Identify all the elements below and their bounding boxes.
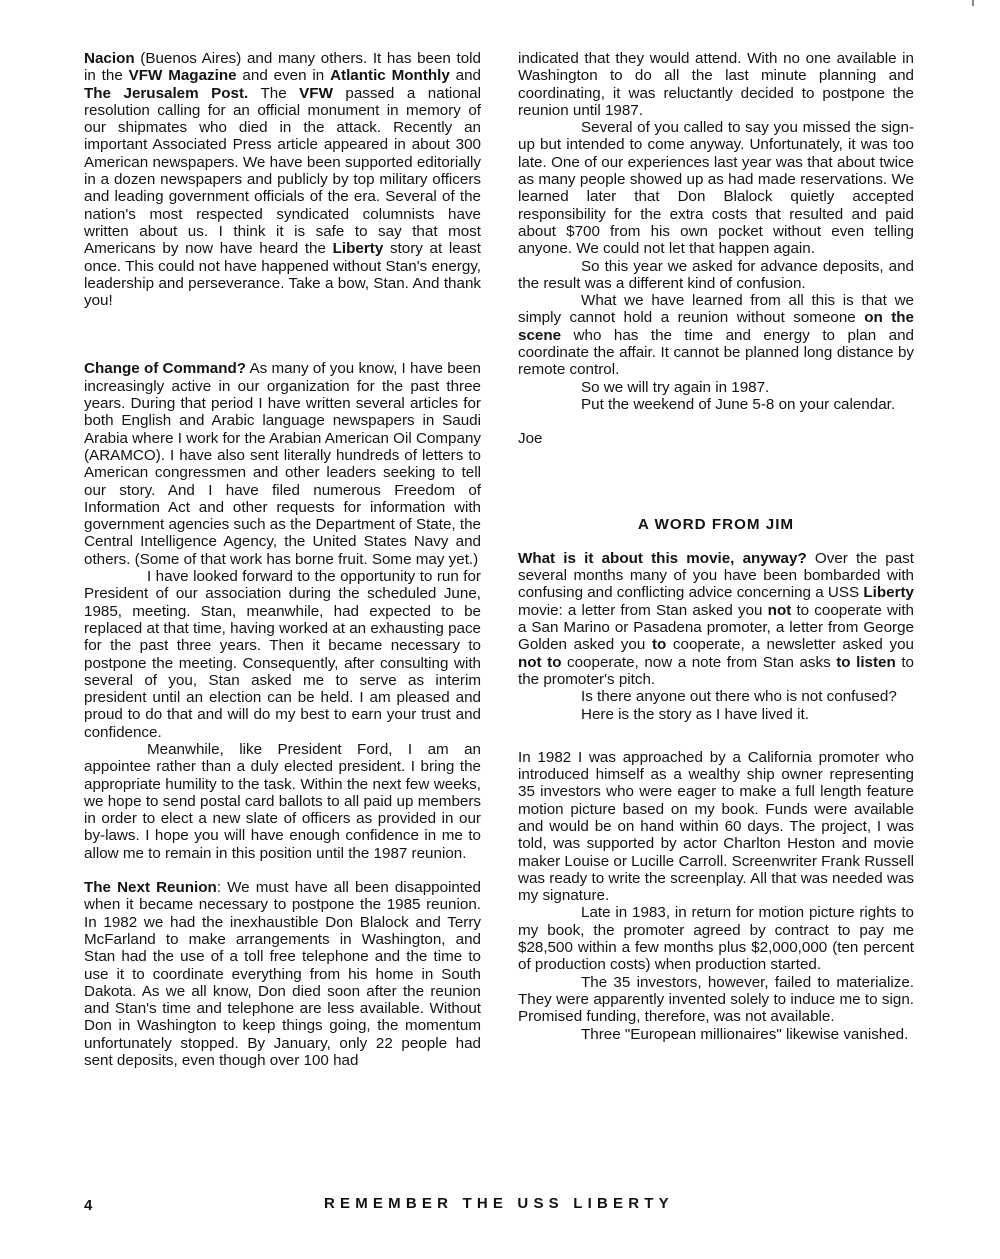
paragraph-sign-up-missed: Several of you called to say you missed the sign-up but intended to come anyway. Unfortunately, it was too late. One of our experiences last year was that about twice as many people showed up as had made reservations. We learned later that Don Blalock quietly accepted responsibility for the extra costs that resulted and paid about $700 from his own pocket without even telling anyone. We could not let that happen again. (518, 119, 914, 258)
paragraph-investors: The 35 investors, however, failed to materialize. They were apparently invented solely to induce me to sign. Promised funding, therefore, was not available. (518, 973, 914, 1026)
paragraph-interim-president: Meanwhile, like President Ford, I am an appointee rather than a duly elected president. I bring the appropriate humility to the task. Within the next few weeks, we hope to send postal card ballots to all paid up members in order to elect a new slate of officers as provided in our by-laws. I hope you will have enough confidence in me to allow me to remain in this position until the 1987 reunion. (84, 740, 481, 862)
paragraph-liberty-coverage: Nacion (Buenos Aires) and many others. It has been told in the VFW Magazine and even in Atlantic Monthly and The Jerusalem Post. The VFW passed a national resolution calling for an official monument in memory of our shipmates who died in the attack. Recently an important Associated Press article appeared in about 300 American newspapers. We have been supported editorially in a dozen newspapers and publicly by top military officers and leading government officials of the era. Several of the nation's most respected syndicated columnists have written about us. I think it is safe to say that most Americans by now have heard the Liberty story at least once. This could not have happened without Stan's energy, leadership and perseverance. Take a bow, Stan. And thank you! (84, 50, 482, 310)
left-column (84, 50, 481, 1069)
paragraph-movie-question: What is it about this movie, anyway? Over the past several months many of you have been bombarded with confusing and conflicting advice concerning a USS Liberty movie: a letter from Stan asked you not to cooperate with a San Marino or Pasadena promoter, a letter from George Golden asked you to cooperate, a newsletter asked you not to cooperate, now a note from Stan asks to listen to the promoter's pitch. (518, 549, 914, 688)
paragraph-lessons-learned: What we have learned from all this is that we simply cannot hold a reunion without someone on the scene who has the time and energy to plan and coordinate the affair. It cannot be planned long distance by remote control. (518, 292, 914, 379)
paragraph-next-reunion: The Next Reunion: We must have all been disappointed when it became necessary to postpone the 1985 reunion. In 1982 we had the inexhaustible Don Blalock and Terry McFarland to make arrangements in Washington, and Stan had the use of a toll free telephone and the time to use it to coordinate everything from his home in South Dakota. As we all know, Don died soon after the reunion and Stan's time and telephone are less available. Without Don in Washington to keep things going, the momentum unfortunately stopped. By January, only 22 people had sent deposits, even though over 100 had (84, 879, 481, 1070)
paragraph-advance-deposits: So this year we asked for advance deposits, and the result was a different kind of confusion. (518, 257, 914, 292)
footer-title: REMEMBER THE USS LIBERTY (324, 1195, 674, 1212)
paragraph-millionaires: Three "European millionaires" likewise vanished. (581, 1025, 909, 1043)
paragraph-change-of-command: Change of Command? As many of you know, I have been increasingly active in our organization for the past three years. During that period I have written several articles for both English and Arabic language newspapers in Saudi Arabia where I work for the Arabian American Oil Company (ARAMCO). I have also sent literally hundreds of letters to American congressmen and other leaders seeking to tell our story. And I have filed numerous Freedom of Information Act and other requests for information with government agencies such as the Department of State, the Central Intelligence Agency, the United States Navy and others. (Some of that work has borne fruit. Some may yet.) (84, 360, 481, 568)
paragraph-promoter-approach: In 1982 I was approached by a California promoter who introduced himself as a wealthy ship owner representing 35 investors who were eager to make a full length feature motion picture based on my book. Funds were available and would be on hand within 60 days. The project, I was told, was supported by actor Charlton Heston and movie maker Louise or Lucille Carroll. Screenwriter Frank Russell was ready to write the screenplay. All that was needed was my signature. (518, 748, 914, 905)
signature-joe: Joe (518, 430, 543, 448)
paragraph-president-run: I have looked forward to the opportunity to run for President of our association during the scheduled June, 1985, meeting. Stan, meanwhile, had expected to be replaced at that time, having worked at an exhausting pace for the past three years. Then it became necessary to postpone the meeting. Consequently, after consulting with several of you, Stan asked me to serve as interim president until an election can be held. I am pleased and proud to do that and will do my best to earn your trust and confidence. (84, 568, 481, 741)
paragraph-confused: Is there anyone out there who is not confused? (581, 688, 897, 706)
paragraph-try-again: So we will try again in 1987. (581, 378, 770, 396)
page-number: 4 (84, 1197, 93, 1214)
paragraph-reunion-postponed: indicated that they would attend. With no one available in Washington to do all the last minute planning and coordinating, it was reluctantly decided to postpone the reunion until 1987. (518, 50, 914, 119)
corner-mark (972, 0, 974, 6)
paragraph-calendar: Put the weekend of June 5-8 on your calendar. (581, 395, 896, 413)
right-column (518, 50, 914, 1043)
paragraph-the-story: Here is the story as I have lived it. (581, 705, 809, 723)
paragraph-contract: Late in 1983, in return for motion picture rights to my book, the promoter agreed by contract to pay me $28,500 within a few months plus $2,000,000 (ten percent of production costs) when production started. (518, 904, 914, 974)
section-heading: A WORD FROM JIM (637, 515, 795, 533)
